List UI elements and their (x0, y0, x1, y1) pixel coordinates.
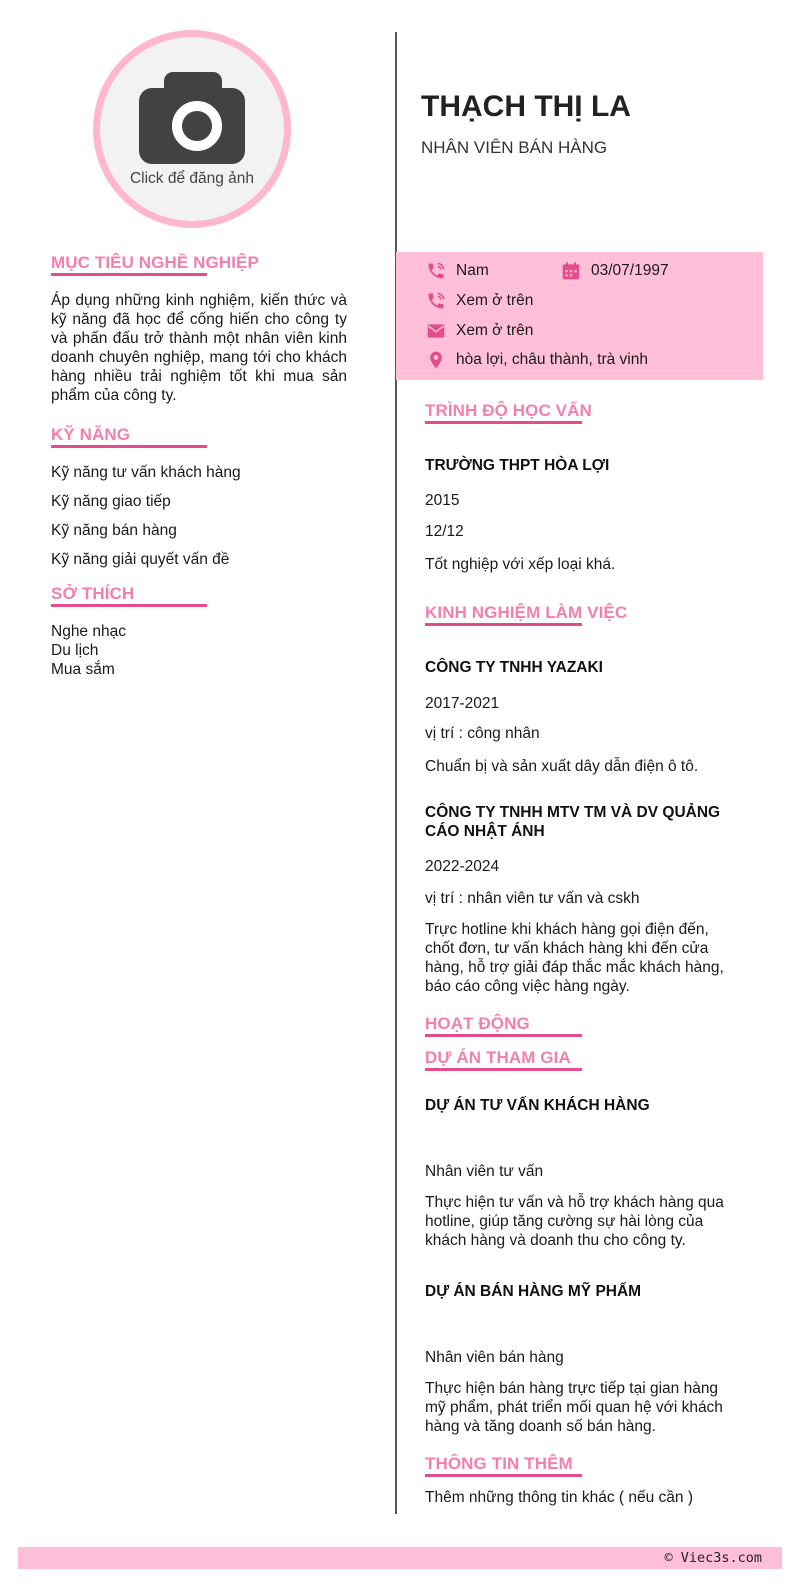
hobby-item: Nghe nhạc (51, 623, 126, 640)
candidate-name: THẠCH THỊ LA (421, 90, 631, 123)
location-icon (426, 350, 446, 370)
contact-email (426, 321, 533, 341)
contact-phone (426, 291, 533, 311)
hobbies-title: SỞ THÍCH (51, 584, 135, 603)
job-company: CÔNG TY TNHH MTV TM VÀ DV QUẢNG CÁO NHẬT ÁNH (425, 804, 721, 840)
experience-underline (425, 623, 582, 626)
project-description: Thực hiện bán hàng trực tiếp tại gian hàng mỹ phẩm, phát triển mối quan hệ với khách hàng và tăng doanh số bán hàng. (425, 1380, 723, 1435)
objective-text: Áp dụng những kinh nghiệm, kiến thức và kỹ năng đã học để cống hiến cho công ty và phấn đấu trở thành một nhân viên kinh doanh chuyên nghiệp, mang tới cho khách hàng nhiều trải nghiệm tốt khi mua sản phẩm của công ty. (51, 292, 347, 404)
avatar-upload-label: Click để đăng ảnh (129, 170, 255, 187)
objective-title: MỤC TIÊU NGHỀ NGHIỆP (51, 253, 259, 272)
objective-underline (51, 273, 207, 276)
email-value: Xem ở trên (456, 322, 534, 339)
education-underline (425, 421, 582, 424)
contact-box (396, 252, 763, 380)
project-description: Thực hiện tư vấn và hỗ trợ khách hàng qua hotline, giúp tăng cường sự hài lòng của khách hàng và doanh thu cho công ty. (425, 1194, 724, 1249)
hobbies-underline (51, 604, 207, 607)
extra-text: Thêm những thông tin khác ( nếu cần ) (425, 1489, 694, 1506)
extra-underline (425, 1474, 582, 1477)
phone-icon (426, 291, 446, 311)
hobbies-list (51, 622, 126, 679)
contact-gender (426, 261, 489, 281)
extra-title: THÔNG TIN THÊM (425, 1454, 573, 1473)
hobby-item: Du lịch (51, 642, 99, 659)
skill-item: Kỹ năng bán hàng (51, 522, 177, 539)
phone-value: Xem ở trên (456, 292, 534, 309)
projects-underline (425, 1068, 582, 1071)
gender-value: Nam (456, 262, 489, 279)
job-description: Trực hotline khi khách hàng gọi điện đến, chốt đơn, tư vấn khách hàng khi đến cửa hàng, hỗ trợ giải đáp thắc mắc khách hàng, báo cáo công việc hàng ngày. (425, 921, 724, 995)
job-position: vị trí : nhân viên tư vấn và cskh (425, 890, 640, 907)
camera-lens-icon (172, 101, 222, 151)
education-description: Tốt nghiệp với xếp loại khá. (425, 556, 616, 573)
skill-item: Kỹ năng giải quyết vấn đề (51, 551, 230, 568)
education-grade: 12/12 (425, 523, 464, 540)
skills-underline (51, 445, 207, 448)
contact-birthdate (561, 261, 669, 281)
email-icon (426, 321, 446, 341)
job-company: CÔNG TY TNHH YAZAKI (425, 659, 603, 676)
phone-icon (426, 261, 446, 281)
job-position: vị trí : công nhân (425, 725, 540, 742)
skill-item: Kỹ năng tư vấn khách hàng (51, 464, 241, 481)
hobby-item: Mua sắm (51, 661, 115, 678)
project-name: DỰ ÁN BÁN HÀNG MỸ PHẨM (425, 1283, 642, 1300)
address-value: hòa lợi, châu thành, trà vinh (456, 351, 648, 368)
school-name: TRƯỜNG THPT HÒA LỢI (425, 457, 610, 474)
avatar-upload[interactable] (93, 30, 291, 228)
skills-list (51, 463, 241, 579)
project-role: Nhân viên bán hàng (425, 1349, 564, 1366)
education-year: 2015 (425, 492, 460, 509)
projects-title: DỰ ÁN THAM GIA (425, 1048, 571, 1067)
candidate-job-title: NHÂN VIÊN BÁN HÀNG (421, 138, 608, 157)
education-title: TRÌNH ĐỘ HỌC VẤN (425, 401, 592, 420)
contact-address (426, 350, 648, 370)
calendar-icon (561, 261, 581, 281)
job-description: Chuẩn bị và sản xuất dây dẫn điện ô tô. (425, 758, 699, 775)
footer-bar (18, 1547, 782, 1569)
project-name: DỰ ÁN TƯ VẤN KHÁCH HÀNG (425, 1097, 650, 1114)
birthdate-value: 03/07/1997 (591, 262, 669, 279)
job-period: 2022-2024 (425, 858, 500, 875)
job-period: 2017-2021 (425, 695, 500, 712)
activities-title: HOẠT ĐỘNG (425, 1014, 530, 1033)
skills-title: KỸ NĂNG (51, 425, 131, 444)
footer-watermark: © Viec3s.com (664, 1550, 762, 1566)
activities-underline (425, 1034, 582, 1037)
experience-title: KINH NGHIỆM LÀM VIỆC (425, 603, 628, 622)
skill-item: Kỹ năng giao tiếp (51, 493, 171, 510)
project-role: Nhân viên tư vấn (425, 1163, 544, 1180)
